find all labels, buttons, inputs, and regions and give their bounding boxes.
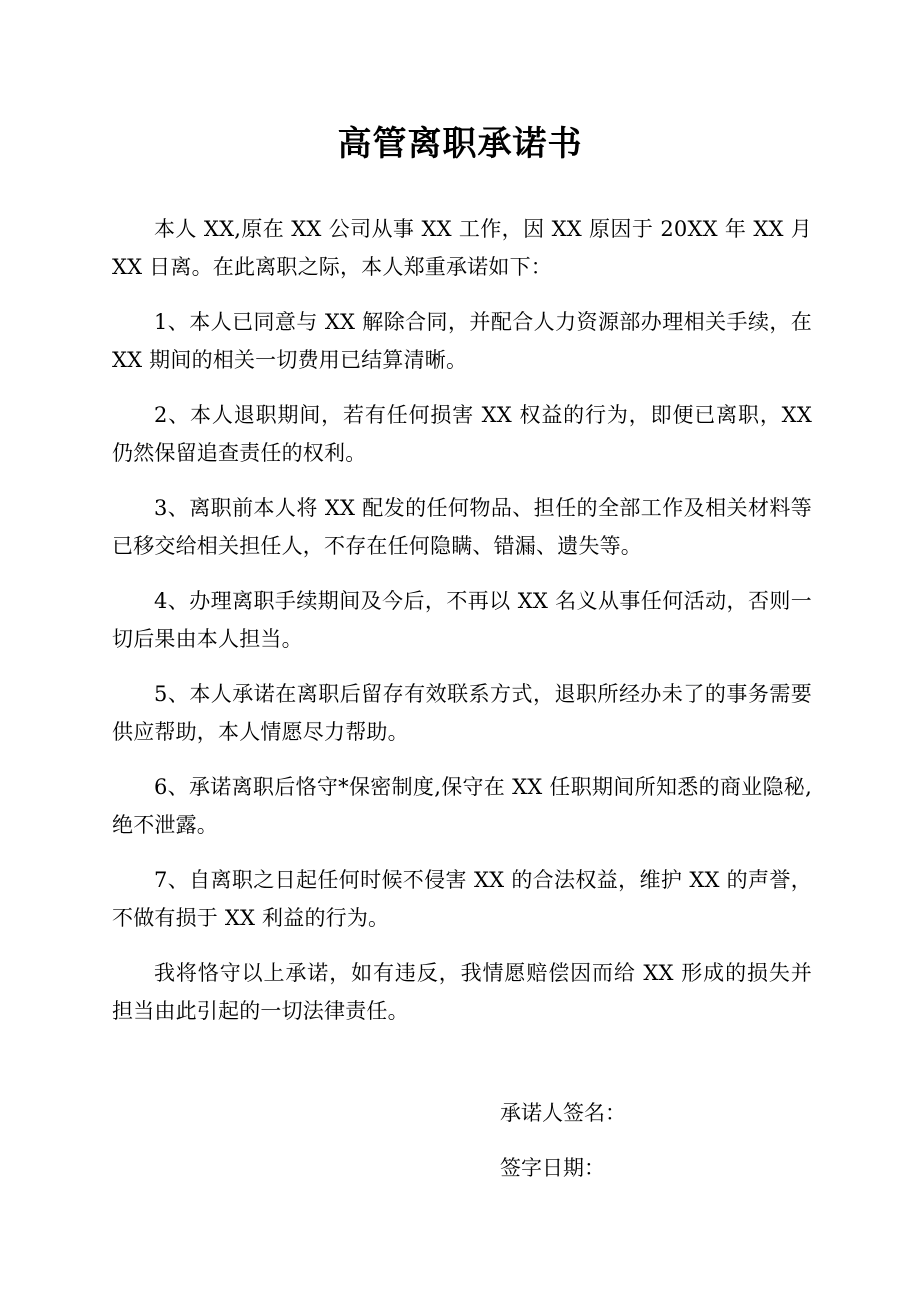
date-label: 签字日期： bbox=[500, 1156, 605, 1180]
commitment-item-5: 5、本人承诺在离职后留存有效联系方式，退职所经办未了的事务需要供应帮助，本人情愿尽力帮助。 bbox=[112, 682, 812, 744]
closing-paragraph: 我将恪守以上承诺，如有违反，我情愿赔偿因而给 XX 形成的损失并担当由此引起的一切法律责任。 bbox=[112, 961, 812, 1023]
commitment-item-1: 1、本人已同意与 XX 解除合同，并配合人力资源部办理相关手续，在 XX 期间的相关一切费用已结算清晰。 bbox=[112, 310, 812, 372]
document-body bbox=[112, 210, 812, 1047]
signature-block bbox=[500, 1094, 800, 1204]
commitment-item-3: 3、离职前本人将 XX 配发的任何物品、担任的全部工作及相关材料等已移交给相关担任人，不存在任何隐瞒、错漏、遗失等。 bbox=[112, 496, 812, 558]
commitment-item-2: 2、本人退职期间，若有任何损害 XX 权益的行为，即便已离职，XX 仍然保留追查责任的权利。 bbox=[112, 403, 812, 465]
commitment-item-4: 4、办理离职手续期间及今后，不再以 XX 名义从事任何活动，否则一切后果由本人担当。 bbox=[112, 589, 812, 651]
commitment-item-6: 6、承诺离职后恪守*保密制度,保守在 XX 任职期间所知悉的商业隐秘,绝不泄露。 bbox=[112, 775, 812, 837]
commitment-item-7: 7、自离职之日起任何时候不侵害 XX 的合法权益，维护 XX 的声誉，不做有损于 XX 利益的行为。 bbox=[112, 868, 812, 930]
intro-paragraph: 本人 XX,原在 XX 公司从事 XX 工作，因 XX 原因于 20XX 年 XX 月 XX 日离。在此离职之际，本人郑重承诺如下： bbox=[112, 217, 812, 279]
document-title: 高管离职承诺书 bbox=[337, 124, 583, 164]
signature-label: 承诺人签名： bbox=[500, 1101, 626, 1125]
